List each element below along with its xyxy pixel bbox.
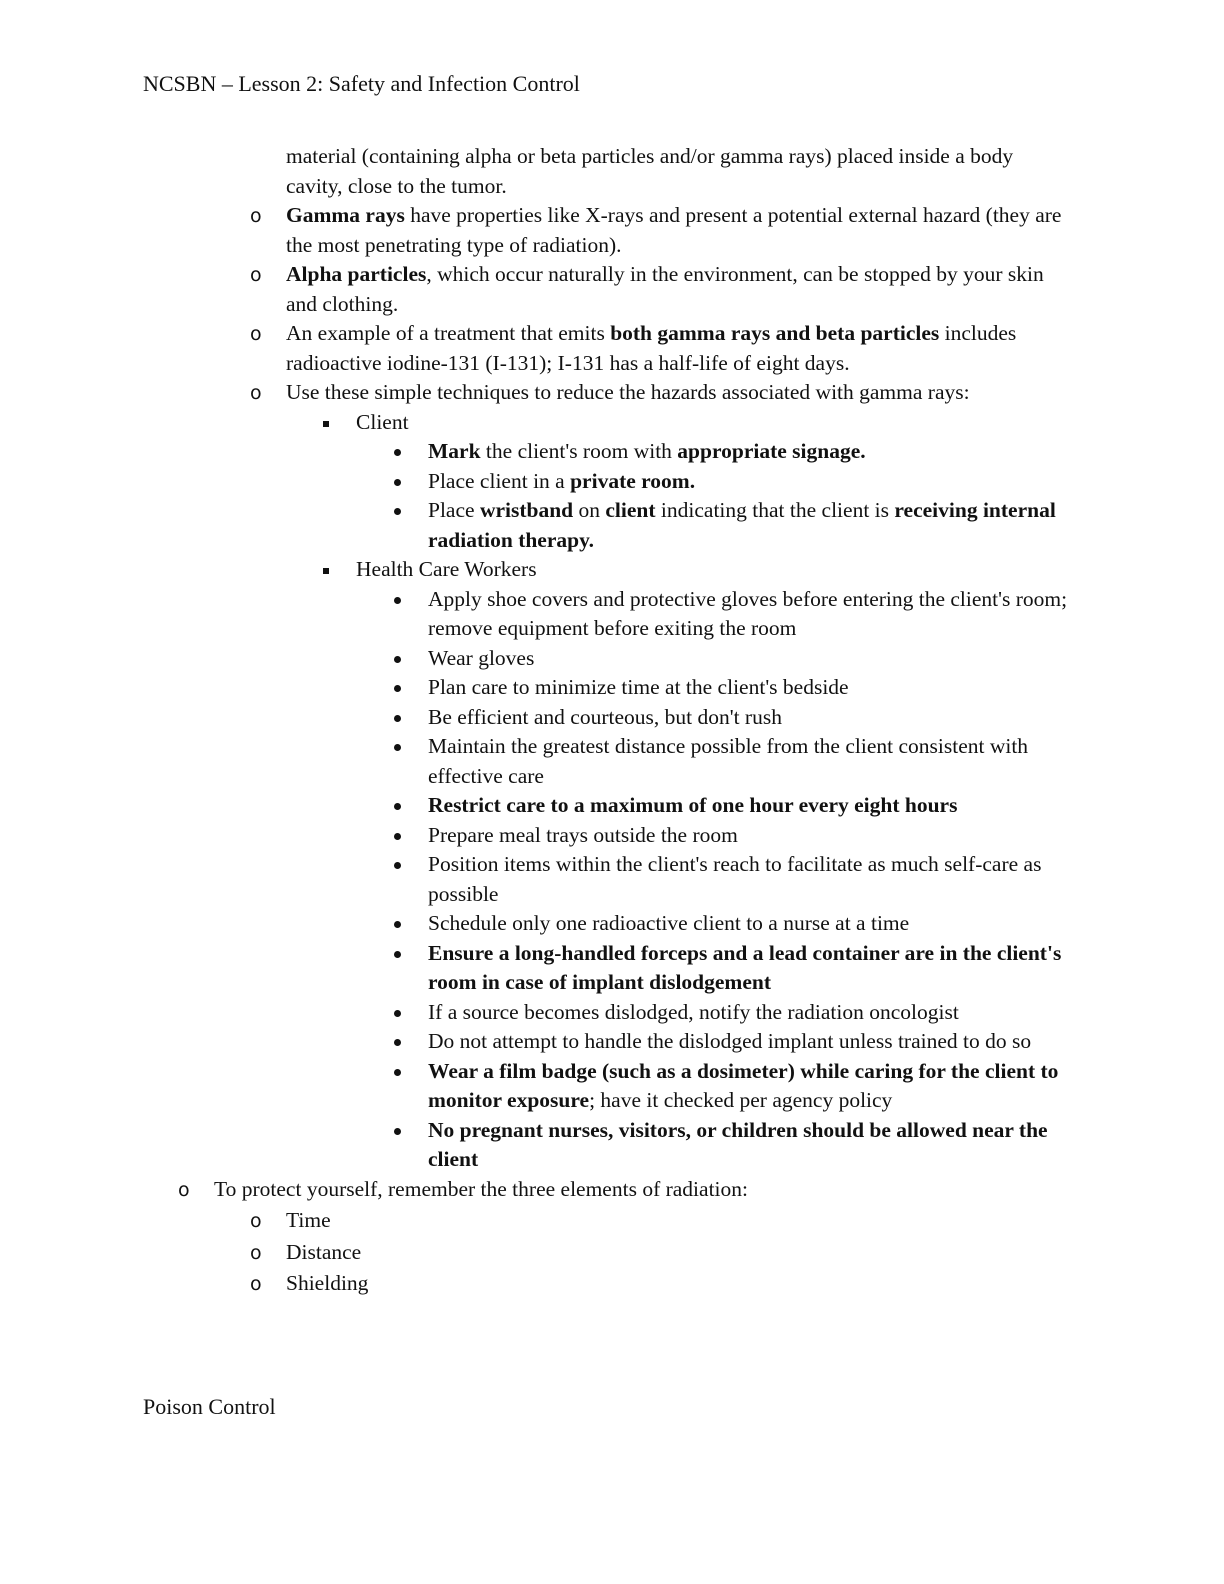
- worker-item: Maintain the greatest distance possible from the client consistent with effective care: [0, 732, 1073, 791]
- worker-item-no-pregnant: No pregnant nurses, visitors, or children should be allowed near the client: [0, 1116, 1073, 1175]
- section-client: Client: [0, 408, 1076, 438]
- bullet-dot-icon: [394, 1010, 401, 1017]
- open-circle-bullet-icon: o: [250, 1241, 262, 1264]
- page-header: NCSBN – Lesson 2: Safety and Infection Control: [143, 71, 580, 96]
- worker-item-bold: Ensure a long-handled forceps and a lead container are in the client's room in case of implant dislodgement: [0, 939, 1073, 998]
- worker-item: Schedule only one radioactive client to a nurse at a time: [0, 909, 1073, 939]
- worker-item: Be efficient and courteous, but don't rush: [0, 703, 1073, 733]
- document-body: [0, 142, 1224, 1299]
- bullet-dot-icon: [394, 1128, 401, 1135]
- worker-item-film-badge: Wear a film badge (such as a dosimeter) while caring for the client to monitor exposure; have it checked per agency policy: [0, 1057, 1073, 1116]
- bullet-dot-icon: [394, 803, 401, 810]
- element-distance: o Distance: [0, 1238, 1066, 1268]
- list-item-protect-yourself: o To protect yourself, remember the three elements of radiation:: [0, 1175, 1064, 1205]
- bullet-dot-icon: [394, 597, 401, 604]
- open-circle-bullet-icon: o: [250, 1273, 262, 1295]
- worker-item: Wear gloves: [0, 644, 1073, 674]
- bullet-dot-icon: [394, 449, 401, 456]
- square-bullet-icon: [323, 421, 329, 427]
- bullet-dot-icon: [394, 744, 401, 751]
- bullet-dot-icon: [394, 715, 401, 722]
- open-circle-bullet-icon: o: [250, 1210, 262, 1232]
- section-health-care-workers: Health Care Workers: [0, 555, 1076, 585]
- worker-item-bold: Restrict care to a maximum of one hour every eight hours: [0, 791, 1073, 821]
- bullet-dot-icon: [394, 862, 401, 869]
- worker-item: Apply shoe covers and protective gloves before entering the client's room; remove equipment before exiting the room: [0, 585, 1073, 644]
- bullet-dot-icon: [394, 479, 401, 486]
- bullet-dot-icon: [394, 656, 401, 663]
- bullet-dot-icon: [394, 921, 401, 928]
- worker-item: Do not attempt to handle the dislodged implant unless trained to do so: [0, 1027, 1073, 1057]
- client-item-signage: Mark the client's room with appropriate signage.: [0, 437, 1073, 467]
- list-item-alpha-particles: o Alpha particles, which occur naturally in the environment, can be stopped by your skin and clothing.: [250, 262, 1044, 316]
- client-item-wristband: Place wristband on client indicating that the client is receiving internal radiation therapy.: [0, 496, 1073, 555]
- open-circle-bullet-icon: o: [250, 382, 262, 404]
- worker-item: Prepare meal trays outside the room: [0, 821, 1073, 851]
- worker-item: Position items within the client's reach to facilitate as much self-care as possible: [0, 850, 1073, 909]
- bullet-dot-icon: [394, 508, 401, 515]
- section-heading-poison-control: Poison Control: [143, 1394, 276, 1419]
- square-bullet-icon: [323, 568, 329, 574]
- bullet-dot-icon: [394, 833, 401, 840]
- list-item-iodine-example: o An example of a treatment that emits both gamma rays and beta particles includes radioactive iodine-131 (I-131); I-131 has a half-life of eight days.: [250, 321, 1017, 375]
- list-item-gamma-rays: o Gamma rays have properties like X-rays and present a potential external hazard (they are the most penetrating type of radiation).: [250, 203, 1062, 257]
- open-circle-bullet-icon: o: [250, 264, 262, 286]
- worker-item: Plan care to minimize time at the client's bedside: [0, 673, 1073, 703]
- continuation-text: material (containing alpha or beta particles and/or gamma rays) placed inside a body cavity, close to the tumor.: [286, 144, 1014, 198]
- open-circle-bullet-icon: o: [178, 1178, 190, 1201]
- element-time: o Time: [0, 1206, 1066, 1236]
- bullet-dot-icon: [394, 951, 401, 958]
- open-circle-bullet-icon: o: [250, 205, 262, 227]
- element-shielding: o Shielding: [0, 1269, 1066, 1299]
- bullet-dot-icon: [394, 1069, 401, 1076]
- open-circle-bullet-icon: o: [250, 323, 262, 345]
- client-item-private-room: Place client in a private room.: [0, 467, 1073, 497]
- bullet-dot-icon: [394, 685, 401, 692]
- worker-item: If a source becomes dislodged, notify the radiation oncologist: [0, 998, 1073, 1028]
- bullet-dot-icon: [394, 1039, 401, 1046]
- list-item-techniques: o Use these simple techniques to reduce the hazards associated with gamma rays:: [0, 378, 1066, 408]
